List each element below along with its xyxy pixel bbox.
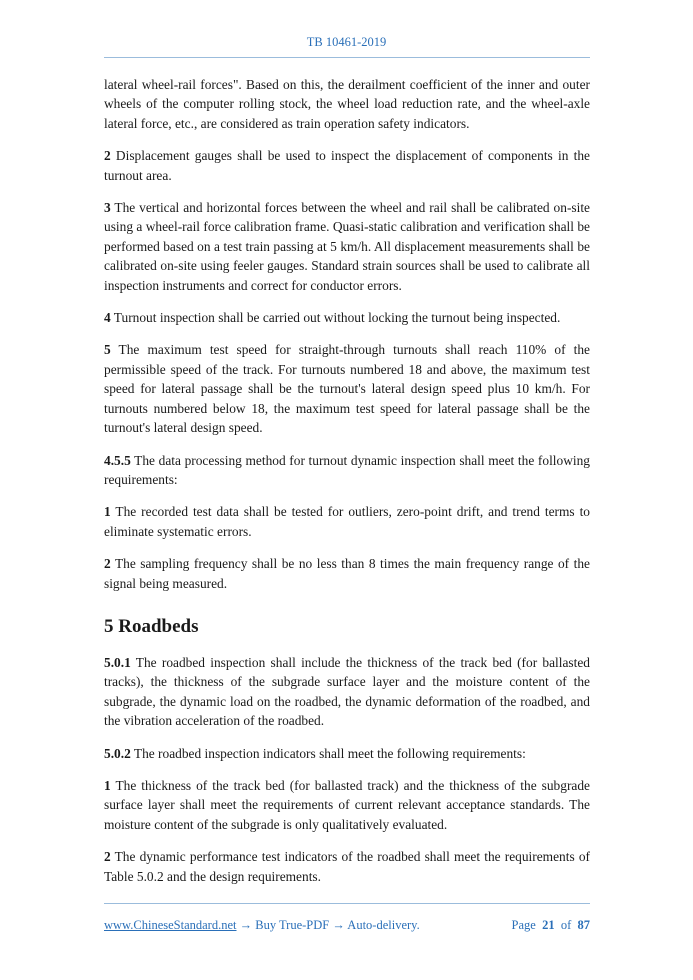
paragraph-text: The sampling frequency shall be no less than 8 times the main frequency range of the signal being measured. (104, 556, 590, 591)
page-number (512, 918, 590, 933)
paragraph-text: lateral wheel-rail forces". Based on this, the derailment coefficient of the inner and outer wheels of the computer rolling stock, the wheel load reduction rate, and the wheel-axle lateral force, etc., are considered as train operation safety indicators. (104, 77, 590, 131)
paragraph (104, 308, 590, 327)
clause-number: 5.0.2 (104, 745, 131, 761)
page-header (0, 35, 693, 50)
paragraph-text: The dynamic performance test indicators of the roadbed shall meet the requirements of Table 5.0.2 and the design requirements. (104, 849, 590, 884)
clause-number: 1 (104, 777, 111, 793)
page-total: 87 (577, 918, 590, 932)
paragraph (104, 75, 590, 133)
paragraph-text: The recorded test data shall be tested for outliers, zero-point drift, and trend terms to eliminate systematic errors. (104, 504, 590, 539)
site-link[interactable]: www.ChineseStandard.net (104, 918, 237, 932)
page-current: 21 (542, 918, 555, 932)
paragraph (104, 198, 590, 295)
header-divider (104, 57, 590, 58)
paragraph-text: The data processing method for turnout dynamic inspection shall meet the following requirements: (104, 452, 590, 487)
footer-divider (104, 903, 590, 904)
page-body (104, 75, 590, 899)
clause-number: 2 (104, 849, 111, 865)
paragraph (104, 554, 590, 593)
clause-number: 1 (104, 504, 111, 520)
clause-number: 5.0.1 (104, 654, 131, 670)
clause-number: 5 (104, 342, 111, 358)
clause-number: 4 (104, 310, 111, 326)
page-label: Page (511, 918, 536, 932)
clause-number: 3 (104, 200, 111, 216)
paragraph (104, 776, 590, 834)
paragraph (104, 451, 590, 490)
page-of: of (560, 918, 572, 932)
promo-text: → Buy True-PDF → Auto-delivery. (236, 918, 420, 932)
paragraph (104, 653, 590, 731)
paragraph-text: The roadbed inspection indicators shall meet the following requirements: (130, 745, 526, 761)
paragraph-text: The roadbed inspection shall include the thickness of the track bed (for ballasted tracks), the thickness of the subgrade surface layer and the moisture content of the subgrade, the dynamic load on the roadbed, the dynamic deformation of the roadbed, and the vibration acceleration of the roadbed. (104, 654, 590, 729)
paragraph (104, 340, 590, 437)
clause-number: 2 (104, 556, 111, 572)
clause-number: 2 (104, 148, 111, 164)
paragraph (104, 502, 590, 541)
paragraph-text: Turnout inspection shall be carried out without locking the turnout being inspected. (110, 310, 561, 326)
document-id: TB 10461-2019 (306, 35, 387, 49)
paragraph-text: The maximum test speed for straight-through turnouts shall reach 110% of the permissible speed of the track. For turnouts numbered 18 and above, the maximum test speed for lateral passage shall be the turnout's lateral design speed plus 10 km/h. For turnouts numbered below 18, the maximum test speed for lateral passage shall be the turnout's lateral design speed. (104, 342, 590, 436)
section-heading: 5 Roadbeds (104, 615, 199, 637)
paragraph (104, 744, 590, 763)
paragraph-text: The thickness of the track bed (for ballasted track) and the thickness of the subgrade surface layer shall meet the requirements of current relevant acceptance standards. The moisture content of the subgrade is only qualitatively evaluated. (104, 777, 590, 832)
paragraph-text: The vertical and horizontal forces between the wheel and rail shall be calibrated on-site using a wheel-rail force calibration frame. Quasi-static calibration and verification shall be performed based on a test train passing at 5 km/h. All displacement measurements shall be calibrated on-site using feeler gauges. Standard strain sources shall be used to calibrate all inspection instruments and correct for conductor errors. (104, 200, 590, 293)
paragraph (104, 847, 590, 886)
paragraph (104, 146, 590, 185)
clause-number: 4.5.5 (104, 452, 131, 468)
paragraph-text: Displacement gauges shall be used to inspect the displacement of components in the turnout area. (104, 148, 590, 183)
footer-promo (104, 918, 420, 933)
